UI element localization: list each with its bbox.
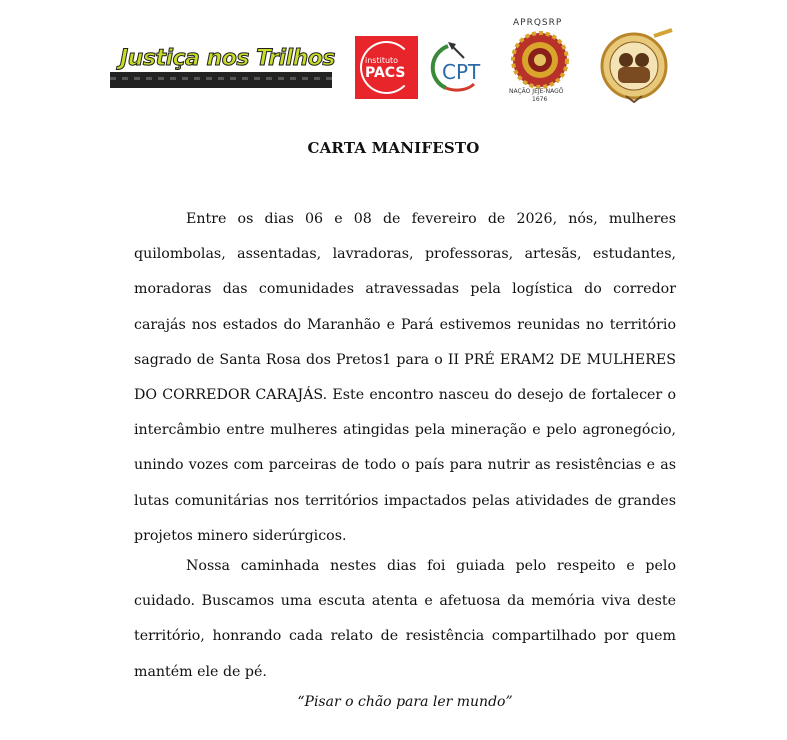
document-title: CARTA MANIFESTO <box>307 139 480 157</box>
aprqsrp-seal-year: 1676 <box>532 96 548 103</box>
community-seal-icon <box>598 26 674 104</box>
cpt-logo <box>426 40 490 96</box>
pacs-logo-small-text: instituto <box>365 56 399 65</box>
justica-nos-trilhos-logo-text: Justiça nos Trilhos <box>120 46 335 71</box>
closing-quote: “Pisar o chão para ler mundo” <box>297 694 513 710</box>
pacs-logo-large-text: PACS <box>365 65 406 81</box>
railway-track-graphic <box>110 72 332 88</box>
aprqsrp-seal-title: APRQSRP <box>513 18 563 28</box>
community-seal-logo <box>598 26 674 104</box>
instituto-pacs-logo <box>355 36 418 99</box>
manifesto-paragraph-1: Entre os dias 06 e 08 de fevereiro de 2026, nós, mulheres quilombolas, assentadas, lavradoras, professoras, artesãs, estudantes, moradoras das comunidades atravessadas pela logística do corredor carajás nos estados do Maranhão e Pará estivemos reunidas no território sagrado de Santa Rosa dos Pretos1 para o II PRÉ ERAM2 DE MULHERES DO CORREDOR CARAJÁS. Este encontro nasceu do desejo de fortalecer o intercâmbio entre mulheres atingidas pela mineração e pelo agronegócio, unindo vozes com parceiras de todo o país para nutrir as resistências e as lutas comunitárias nos territórios impactados pelas atividades de grandes projetos minero siderúrgicos. <box>134 211 676 544</box>
cpt-logo-text: CPT <box>442 60 481 84</box>
logo-bar <box>0 0 787 110</box>
justica-nos-trilhos-logo <box>110 44 335 88</box>
aprqsrp-seal <box>505 18 575 104</box>
aprqsrp-seal-subtitle: NAÇÃO JEJE-NAGÔ <box>509 88 564 95</box>
manifesto-paragraph-2: Nossa caminhada nestes dias foi guiada pelo respeito e pelo cuidado. Buscamos uma escuta atenta e afetuosa da memória viva deste território, honrando cada relato de resistência compartilhado por quem mantém ele de pé. <box>134 558 676 680</box>
